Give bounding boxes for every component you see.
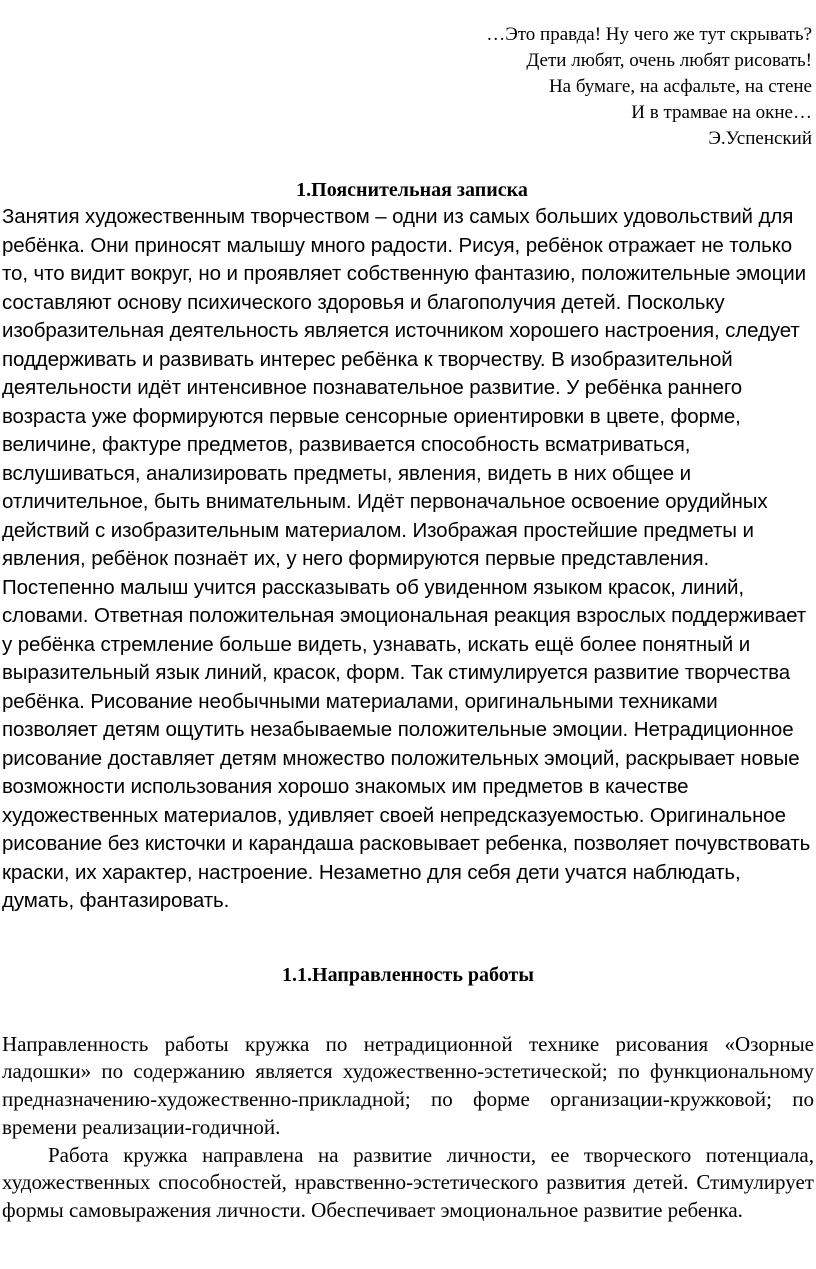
section-heading-work-direction: 1.1.Направленность работы xyxy=(282,963,534,986)
section-heading-explanatory-note: 1.Пояснительная записка xyxy=(296,179,528,201)
explanatory-note-text: Занятия художественным творчеством – одни из самых больших удовольствий для ребёнка. Они приносят малышу много радости. Рисуя, ребёнок отражает не только то, что видит вокруг, но и проявляет собственную фантазию, положительные эмоции составляют основу психического здоровья и благополучия детей. Поскольку изобразительная деятельность является источником хорошего настроения, следует поддерживать и развивать интерес ребёнка к творчеству. В изобразительной деятельности идёт интенсивное познавательное развитие. У ребёнка раннего возраста уже формируются первые сенсорные ориентировки в цвете, форме, величине, фактуре предметов, развивается способность всматриваться, вслушиваться, анализировать предметы, явления, видеть в них общее и отличительное, быть внимательным. Идёт первоначальное освоение орудийных действий с изобразительным материалом. Изображая простейшие предметы и явления, ребёнок познаёт их, у него формируются первые представления. Постепенно малыш учится рассказывать об увиденном языком красок, линий, словами. Ответная положительная эмоциональная реакция взрослых поддерживает у ребёнка стремление больше видеть, узнавать, искать ещё более понятный и выразительный язык линий, красок, форм. Так стимулируется развитие творчества ребёнка. Рисование необычными материалами, оригинальными техниками позволяет детям ощутить незабываемые положительные эмоции. Нетрадиционное рисование доставляет детям множество положительных эмоций, раскрывает новые возможности использования хорошо знакомых им предметов в качестве художественных материалов, удивляет своей непредсказуемостью. Оригинальное рисование без кисточки и карандаша расковывает ребенка, позволяет почувствовать краски, их характер, настроение. Незаметно для себя дети учатся наблюдать, думать, фантазировать. xyxy=(2,205,811,912)
epigraph xyxy=(2,22,814,152)
epigraph-author: Э.Успенский xyxy=(708,128,812,149)
epigraph-line: …Это правда! Ну чего же тут скрывать? xyxy=(486,24,812,45)
epigraph-line: На бумаге, на асфальте, на стене xyxy=(548,76,812,97)
work-direction-paragraph-2: Работа кружка направлена на развитие личности, ее творческого потенциала, художественных способностей, нравственно-эстетического развития детей. Стимулирует формы самовыражения личности. Обеспечивает эмоциональное развитие ребенка. xyxy=(2,1142,814,1223)
epigraph-line: Дети любят, очень любят рисовать! xyxy=(526,50,812,71)
work-direction-paragraph-1: Направленность работы кружка по нетрадиционной технике рисования «Озорные ладошки» по содержанию является художественно-эстетической; по функциональному предназначению-художественно-прикладной; по форме организации-кружковой; по времени реализации-годичной. xyxy=(2,1031,814,1139)
epigraph-line: И в трамвае на окне… xyxy=(631,102,812,123)
